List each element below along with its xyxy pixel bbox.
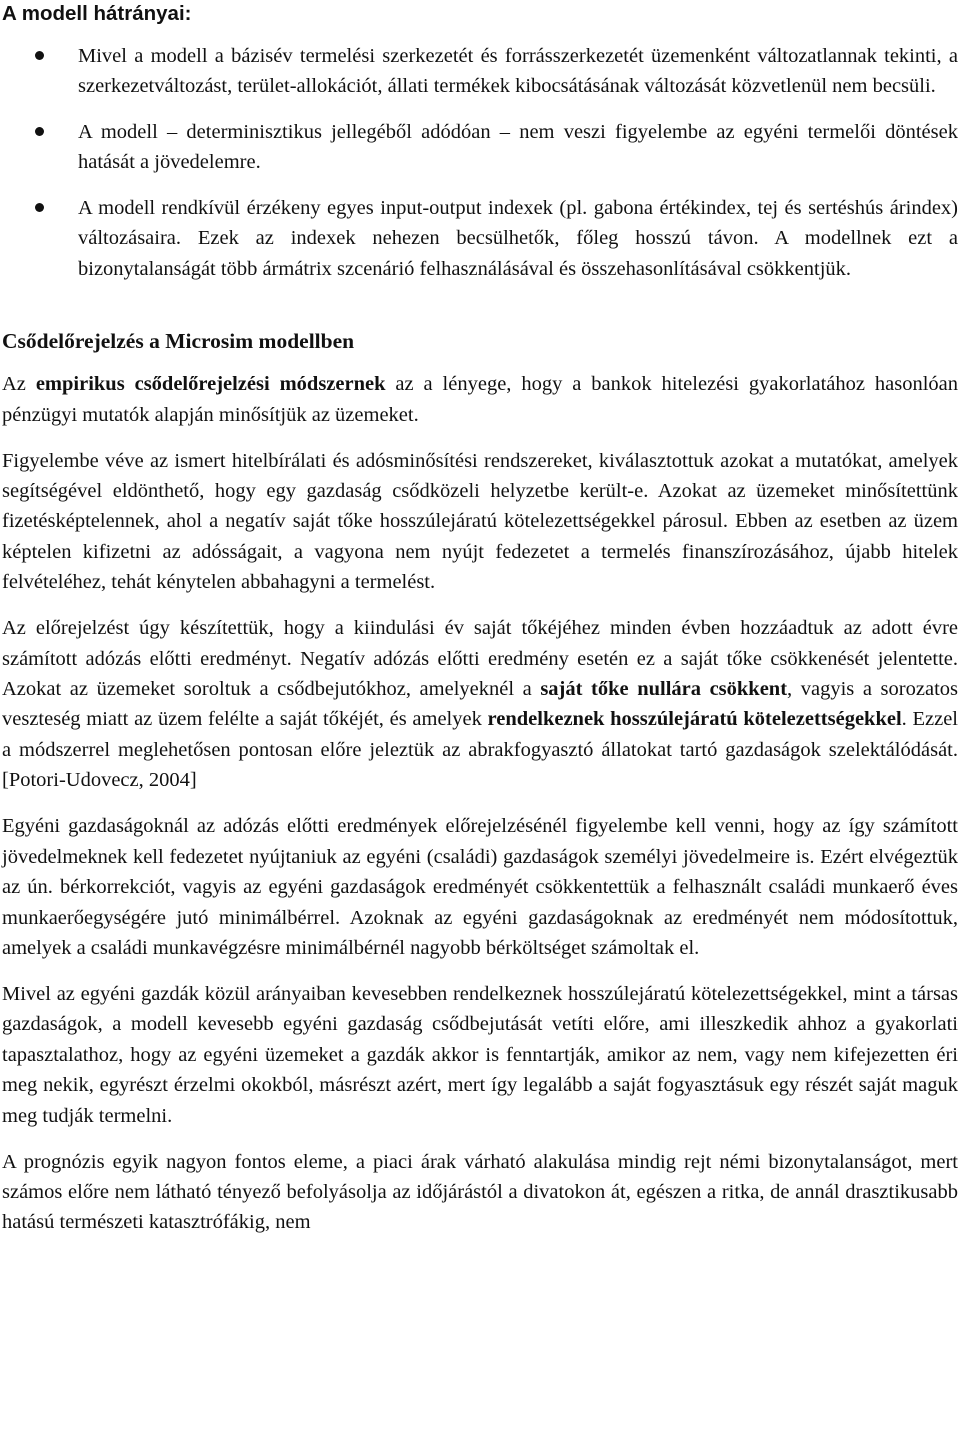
paragraph-indicators: Figyelembe véve az ismert hitelbírálati és adósminősítési rendszereket, kiválasztottuk azokat a mutatókat, amelyek segítségével eldönthető, hogy egy gazdaság csődközeli helyzetbe került-e. Azokat az üzemeket minősítettünk fizetésképtelennek, ahol a negatív saját tőke hosszúlejáratú kötelezettségekkel párosul. Ebben az esetben az üzem képtelen kifizetni az adósságait, a vagyona nem nyújt fedezetet a termelés finanszírozásához, újabb hitelek felvételéhez, tehát kénytelen abbahagyni a termelést.: [2, 449, 958, 594]
text-run: Az előrejelzést úgy készítettük, hogy a kiindulási év saját tőkéjéhez minden évben hozzáadtuk az adott évre számított adózás előtti eredményt. Negatív adózás előtti eredmény esetén ez a saját tőke csökkenését jelentette. Azokat az üzemeket soroltuk a csődbejutókhoz, amelyeknél a: [2, 617, 958, 701]
text-run: , vagyis a sorozatos veszteség miatt az üzem felélte a saját tőkéjét, és amelyek: [2, 678, 958, 731]
paragraph-forecast-method: [2, 613, 958, 795]
list-item: [2, 117, 958, 178]
paragraph-empirical-method: [2, 369, 958, 430]
list-item-text: Mivel a modell a bázisév termelési szerkezetét és forrásszerkezetét üzemenként változatlannak tekinti, a szerkezetváltozást, terület-allokációt, állati termékek kibocsátásának változását közvetlenül nem becsüli.: [78, 45, 958, 98]
paragraph-price-uncertainty: A prognózis egyik nagyon fontos eleme, a piaci árak várható alakulása mindig rejt némi bizonytalanságot, mert számos előre nem látható tényező befolyásolja az időjárástól a divatokon át, egészen a ritka, de annál drasztikusabb hatású természeti katasztrófákig, nem: [2, 1150, 958, 1234]
bullet-icon: [35, 51, 44, 60]
emphasis-text: saját tőke nullára csökkent: [540, 678, 788, 701]
list-item-text: A modell – determinisztikus jellegéből adódóan – nem veszi figyelembe az egyéni termelői döntések hatását a jövedelemre.: [78, 121, 958, 174]
emphasis-text: rendelkeznek hosszúlejáratú kötelezettségekkel: [487, 708, 902, 731]
bullet-icon: [35, 203, 44, 212]
list-item-text: A modell rendkívül érzékeny egyes input-output indexek (pl. gabona értékindex, tej és sertéshús árindex) változásaira. Ezek az indexek nehezen becsülhetők, főleg hosszú távon. A modellnek ezt a bizonytalanságát több ármátrix szcenárió felhasználásával és összehasonlításával csökkentjük.: [78, 197, 958, 280]
text-run: Az: [2, 373, 36, 396]
text-run: az a lényege, hogy a bankok hitelezési gyakorlatához hasonlóan pénzügyi mutatók alapján minősítjük az üzemeket.: [2, 373, 959, 426]
disadvantages-list: [2, 41, 958, 284]
paragraph-fewer-bankruptcies: Mivel az egyéni gazdák közül arányaiban kevesebben rendelkeznek hosszúlejáratú kötelezettségekkel, mint a társas gazdaságok, a modell kevesebb egyéni gazdaság csődbejutását vetíti előre, ami illeszkedik ahhoz a gyakorlati tapasztalathoz, hogy az egyéni üzemeket a gazdák akkor is fenntartják, amikor az nem, vagy nem kifejezetten éri meg nekik, egyrészt érzelmi okokból, másrészt azért, mert így legalább a saját fogyasztásuk egy részét saját maguk meg tudják termelni.: [2, 982, 958, 1127]
page-heading: A modell hátrányai:: [2, 2, 192, 25]
bullet-icon: [35, 127, 44, 136]
list-item: [2, 193, 958, 284]
section-title: Csődelőrejelzés a Microsim modellben: [2, 329, 355, 354]
text-run: . Ezzel a módszerrel meglehetősen pontosan előre jeleztük az abrakfogyasztó állatokat tartó gazdaságok szelektálódását. [Potori-Udovecz, 2004]: [2, 708, 958, 792]
paragraph-individual-farms: Egyéni gazdaságoknál az adózás előtti eredmények előrejelzésénél figyelembe kell venni, hogy az így számított jövedelmeknek kell fedezetet nyújtaniuk az egyéni (családi) gazdaságok személyi jövedelmeire is. Ezért elvégeztük az ún. bérkorrekciót, vagyis az egyéni gazdaságok eredményét csökkentettük a felhasznált családi munkaerő éves munkaerőegységére jutó minimálbérrel. Azoknak az egyéni gazdaságoknak az eredményét nem módosítottuk, amelyek a családi munkavégzésre minimálbérnél nagyobb bérköltséget számoltak el.: [2, 815, 958, 959]
emphasis-text: empirikus csődelőrejelzési módszernek: [35, 373, 386, 396]
list-item: [2, 41, 958, 102]
